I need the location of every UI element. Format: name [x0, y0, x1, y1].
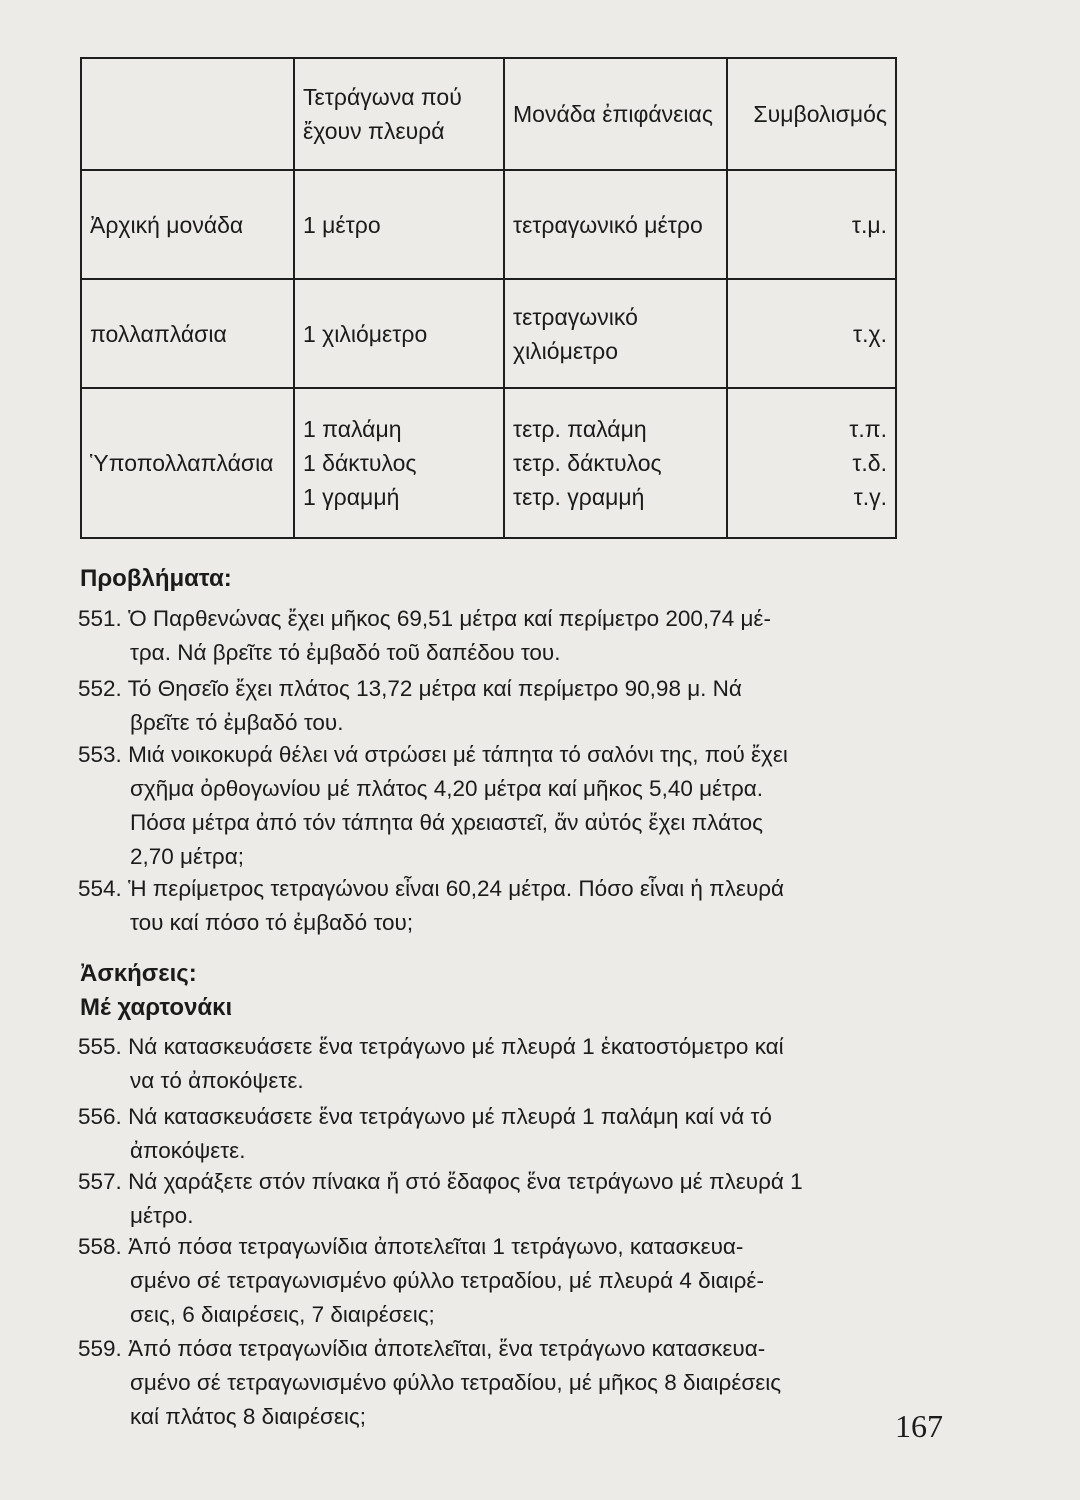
row-side: 1 χιλιόμετρο: [294, 279, 504, 388]
row-category: Ἀρχική μονάδα: [81, 170, 294, 279]
row-symbol-line: τ.δ.: [852, 450, 887, 476]
problem-line: Ὁ Παρθενώνας ἔχει μῆκος 69,51 μέτρα καί περίμετρο 200,74 μέ-: [128, 606, 771, 631]
exercise-557: [78, 1165, 948, 1233]
row-side: [294, 388, 504, 538]
row-symbol: τ.χ.: [727, 279, 896, 388]
table-row: [81, 388, 896, 538]
row-symbol-line: τ.π.: [849, 416, 887, 442]
exercise-line: μέτρο.: [130, 1203, 194, 1228]
header-symbol: Συμβολισμός: [727, 58, 896, 170]
exercise-line: σμένο σέ τετραγωνισμένο φύλλο τετραδίου, μέ πλευρά 4 διαιρέ-: [130, 1268, 764, 1293]
exercise-number: 556.: [78, 1104, 122, 1129]
header-empty-cell: [81, 58, 294, 170]
page-number: 167: [895, 1408, 943, 1444]
row-side-line: 1 παλάμη: [303, 416, 402, 442]
exercise-line: Ἀπό πόσα τετραγωνίδια ἀποτελεῖται 1 τετράγωνο, κατασκευα-: [128, 1234, 744, 1259]
problem-line: βρεῖτε τό ἐμβαδό του.: [130, 710, 344, 735]
problem-line: τρα. Νά βρεῖτε τό ἐμβαδό τοῦ δαπέδου του.: [130, 640, 561, 665]
problem-line: Ἡ περίμετρος τετραγώνου εἶναι 60,24 μέτρα. Πόσο εἶναι ἡ πλευρά: [128, 876, 785, 901]
exercise-555: [78, 1030, 948, 1098]
problem-554: [78, 872, 948, 940]
exercises-heading: Ἀσκήσεις:: [80, 960, 197, 987]
exercise-line: να τό ἀποκόψετε.: [130, 1068, 304, 1093]
header-side: Τετράγωνα πού ἔχουν πλευρά: [294, 58, 504, 170]
exercise-556: [78, 1100, 948, 1168]
row-side: 1 μέτρο: [294, 170, 504, 279]
row-unit-line: τετρ. δάκτυλος: [513, 450, 662, 476]
exercise-line: σμένο σέ τετραγωνισμένο φύλλο τετραδίου, μέ μῆκος 8 διαιρέσεις: [130, 1370, 782, 1395]
exercise-line: Νά χαράξετε στόν πίνακα ἤ στό ἔδαφος ἕνα τετράγωνο μέ πλευρά 1: [128, 1169, 803, 1194]
exercise-line: σεις, 6 διαιρέσεις, 7 διαιρέσεις;: [130, 1302, 435, 1327]
problem-552: [78, 672, 948, 740]
row-unit: τετραγωνικό μέτρο: [504, 170, 727, 279]
problem-line: σχῆμα ὀρθογωνίου μέ πλάτος 4,20 μέτρα καί μῆκος 5,40 μέτρα.: [130, 776, 764, 801]
exercise-559: [78, 1332, 948, 1434]
row-side-line: 1 δάκτυλος: [303, 450, 417, 476]
problem-number: 554.: [78, 876, 122, 901]
row-unit-line: τετρ. παλάμη: [513, 416, 647, 442]
problem-number: 551.: [78, 606, 122, 631]
row-unit: [504, 388, 727, 538]
exercise-line: καί πλάτος 8 διαιρέσεις;: [130, 1404, 366, 1429]
table-row: [81, 170, 896, 279]
row-unit-line: τετρ. γραμμή: [513, 484, 645, 510]
exercise-line: Νά κατασκευάσετε ἕνα τετράγωνο μέ πλευρά 1 ἑκατοστόμετρο καί: [128, 1034, 784, 1059]
problem-number: 552.: [78, 676, 122, 701]
area-units-table: [80, 57, 897, 539]
exercise-line: ἀποκόψετε.: [130, 1138, 246, 1163]
table-header-row: [81, 58, 896, 170]
problem-line: Πόσα μέτρα ἀπό τόν τάπητα θά χρειαστεῖ, ἄν αὐτός ἔχει πλάτος: [130, 810, 764, 835]
exercise-line: Νά κατασκευάσετε ἕνα τετράγωνο μέ πλευρά 1 παλάμη καί νά τό: [128, 1104, 772, 1129]
row-symbol: τ.μ.: [727, 170, 896, 279]
exercise-number: 555.: [78, 1034, 122, 1059]
row-symbol-line: τ.γ.: [853, 484, 887, 510]
problem-551: [78, 602, 948, 670]
exercise-number: 558.: [78, 1234, 122, 1259]
problems-heading: Προβλήματα:: [80, 565, 232, 592]
problem-line: 2,70 μέτρα;: [130, 844, 244, 869]
exercise-number: 559.: [78, 1336, 122, 1361]
exercise-number: 557.: [78, 1169, 122, 1194]
problem-line: του καί πόσο τό ἐμβαδό του;: [130, 910, 414, 935]
exercise-558: [78, 1230, 948, 1332]
row-symbol: [727, 388, 896, 538]
header-unit: Μονάδα ἐπιφάνειας: [504, 58, 727, 170]
row-category: Ὑποπολλαπλάσια: [81, 388, 294, 538]
problem-line: Μιά νοικοκυρά θέλει νά στρώσει μέ τάπητα τό σαλόνι της, πού ἔχει: [128, 742, 788, 767]
row-category: πολλαπλάσια: [81, 279, 294, 388]
problem-line: Τό Θησεῖο ἔχει πλάτος 13,72 μέτρα καί περίμετρο 90,98 μ. Νά: [127, 676, 742, 701]
problem-553: [78, 738, 948, 874]
row-side-line: 1 γραμμή: [303, 484, 400, 510]
row-unit: τετραγωνικό χιλιόμετρο: [504, 279, 727, 388]
problem-number: 553.: [78, 742, 122, 767]
table-row: [81, 279, 896, 388]
exercises-subheading: Μέ χαρτονάκι: [80, 994, 233, 1021]
exercise-line: Ἀπό πόσα τετραγωνίδια ἀποτελεῖται, ἕνα τετράγωνο κατασκευα-: [128, 1336, 766, 1361]
